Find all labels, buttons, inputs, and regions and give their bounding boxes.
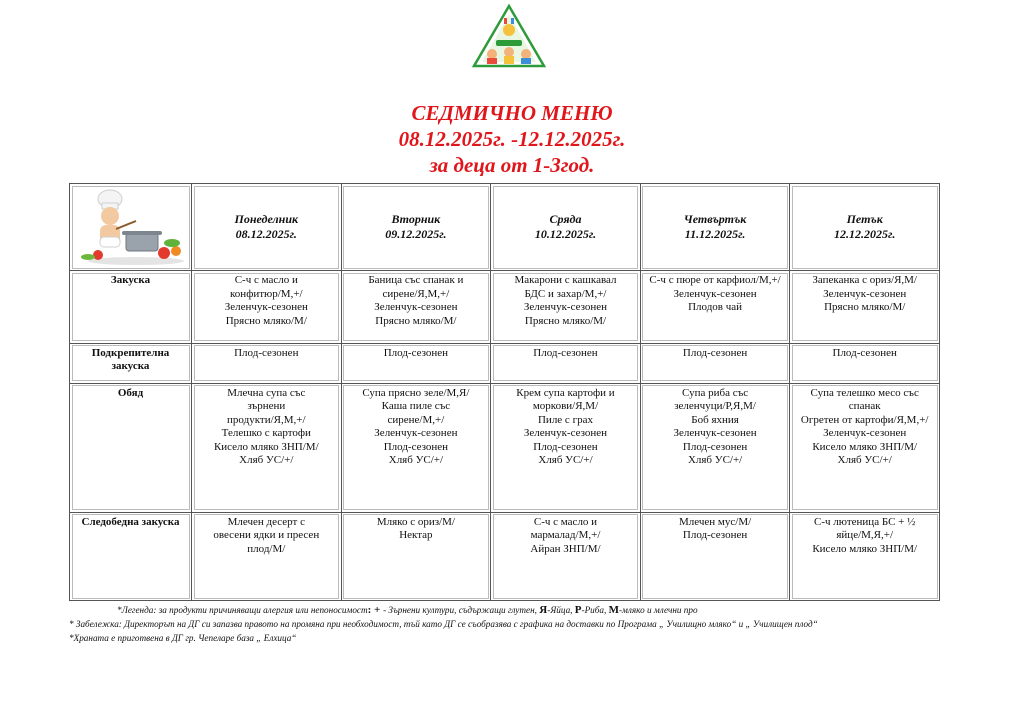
- dish: Плод-сезонен: [682, 529, 748, 542]
- dish: Зеленчук-сезонен: [224, 301, 308, 314]
- dish: мармалад/М,+/: [530, 529, 601, 542]
- legend-ya-text: -Яйца,: [547, 605, 575, 615]
- menu-cell: [640, 271, 790, 343]
- meal-label: Обяд: [70, 383, 192, 512]
- day-header-monday: [192, 184, 342, 271]
- dish: Запеканка с ориз/Я,М/: [812, 274, 917, 287]
- dish: Зеленчук-сезонен: [374, 427, 458, 440]
- day-date: 10.12.2025г.: [534, 227, 597, 242]
- meal-label: Следобедна закуска: [70, 512, 192, 600]
- dish: Хляб УС/+/: [837, 454, 892, 467]
- dish: Плод-сезонен: [234, 346, 299, 359]
- dish: Кисело мляко ЗНП/М/: [812, 440, 918, 453]
- dish: Баница със спанак и: [368, 274, 464, 287]
- dish: Кисело мляко ЗНП/М/: [812, 542, 918, 555]
- dish: Хляб УС/+/: [388, 454, 444, 467]
- dish: Макарони с кашкавал: [514, 274, 617, 287]
- legend-r: Р: [574, 604, 582, 616]
- meal-row-lunch: [70, 383, 940, 512]
- dish: Мляко с ориз/М/: [376, 515, 455, 528]
- meal-label: Закуска: [70, 271, 192, 343]
- dish: С-ч с масло и: [234, 274, 298, 287]
- dish: С-ч с масло и: [533, 515, 598, 528]
- day-name: Вторник: [391, 212, 441, 227]
- menu-cell: [790, 271, 940, 343]
- dish: плод/М/: [247, 542, 286, 555]
- dish: Плод-сезонен: [682, 440, 748, 453]
- dish: Плод-сезонен: [832, 346, 897, 359]
- meal-row-afternoon-snack: [70, 512, 940, 600]
- dish: Млечен мус/М/: [678, 515, 752, 528]
- day-name: Четвъртък: [683, 212, 747, 227]
- menu-cell: [341, 512, 491, 600]
- dish: Зеленчук-сезонен: [823, 427, 907, 440]
- day-name: Петък: [846, 212, 883, 227]
- menu-cell: [341, 383, 491, 512]
- dish: Прясно мляко/М/: [375, 314, 457, 327]
- dish: Хляб УС/+/: [687, 454, 743, 467]
- title-line-2: 08.12.2025г. -12.12.2025г.: [398, 127, 626, 151]
- dish: сирене/Я,М,+/: [382, 287, 450, 300]
- dish: Зеленчук-сезонен: [673, 427, 757, 440]
- title-line-1: СЕДМИЧНО МЕНЮ: [411, 101, 613, 125]
- day-header-tuesday: [341, 184, 491, 271]
- dish: моркови/Я,М/: [532, 400, 599, 413]
- day-date: 09.12.2025г.: [385, 227, 447, 242]
- dish: Супа риба със: [682, 386, 749, 399]
- allergen-legend: [69, 603, 1019, 617]
- menu-cell: [640, 343, 790, 383]
- dish: Зеленчук-сезонен: [523, 427, 608, 440]
- menu-cell: [192, 343, 342, 383]
- dish: спанак: [848, 400, 881, 413]
- dish: яйце/М,Я,+/: [836, 529, 894, 542]
- dish: Зеленчук-сезонен: [374, 301, 458, 314]
- dish: Зеленчук-сезонен: [823, 287, 907, 300]
- dish: Прясно мляко/М/: [225, 314, 307, 327]
- menu-cell: [640, 383, 790, 512]
- table-header-row: [70, 184, 940, 271]
- dish: сирене/М,+/: [387, 413, 445, 426]
- dish: Кисело мляко ЗНП/М/: [213, 440, 319, 453]
- day-name: Сряда: [549, 212, 582, 227]
- dish: Супа прясно зеле/М,Я/: [362, 386, 470, 399]
- footer-notes: [69, 603, 1019, 645]
- day-header-friday: [790, 184, 940, 271]
- legend-r-text: -Риба,: [581, 605, 609, 615]
- legend-plus: : +: [367, 604, 384, 616]
- menu-cell: [491, 343, 641, 383]
- legend-plus-text: - Зърнени култури, съдържащи глутен,: [383, 605, 540, 615]
- legend-m-text: -мляко и млечни про: [618, 605, 698, 615]
- dish: Супа телешко месо със: [810, 386, 919, 399]
- day-header-thursday: [640, 184, 790, 271]
- weekly-menu-table: [69, 183, 940, 601]
- legend-ya: Я: [539, 604, 548, 616]
- menu-cell: [790, 343, 940, 383]
- menu-cell: [790, 383, 940, 512]
- menu-title: [0, 100, 1024, 178]
- dish: Хляб УС/+/: [239, 454, 294, 467]
- dish: зърнени: [247, 400, 286, 413]
- dish: С-ч с пюре от карфиол/М,+/: [649, 274, 781, 287]
- menu-cell: [192, 512, 342, 600]
- menu-cell: [192, 383, 342, 512]
- menu-cell: [640, 512, 790, 600]
- day-date: 08.12.2025г.: [235, 227, 297, 242]
- menu-cell: [341, 343, 491, 383]
- dish: Плодов чай: [688, 301, 743, 314]
- dish: БДС и захар/М,+/: [524, 287, 607, 300]
- dish: Пиле с грах: [537, 413, 593, 426]
- day-date: 11.12.2025г.: [684, 227, 746, 242]
- chef-baby-illustration-cell: [70, 184, 192, 271]
- dish: Нектар: [399, 529, 433, 542]
- dish: Айран ЗНП/М/: [530, 542, 601, 555]
- dish: зеленчуци/Р,Я,М/: [674, 400, 756, 413]
- dish: Млечен десерт с: [227, 515, 305, 528]
- dish: Млечна супа със: [227, 386, 306, 399]
- meal-row-breakfast: [70, 271, 940, 343]
- dish: Зеленчук-сезонен: [523, 301, 608, 314]
- dish: Плод-сезонен: [682, 346, 748, 359]
- director-note: * Забележка: Директорът на ДГ си запазва правото на промяна при необходимост, тъй като ДГ се съобразява с графика на доставки по Програма „ Училищно мляко“ и „ Училищен плод“: [69, 619, 818, 629]
- legend-prefix: *Легенда: за продукти причиняващи алергия или непоносимост: [117, 605, 368, 615]
- meal-row-snack: [70, 343, 940, 383]
- menu-cell: [491, 383, 641, 512]
- dish: Плод-сезонен: [533, 346, 598, 359]
- menu-cell: [341, 271, 491, 343]
- dish: С-ч лютеница БС + ½: [814, 515, 916, 528]
- title-line-3: за деца от 1-3год.: [429, 153, 595, 177]
- day-header-wednesday: [491, 184, 641, 271]
- chef-baby-illustration: [76, 185, 186, 265]
- dish: Огретен от картофи/Я,М,+/: [800, 413, 929, 426]
- dish: Прясно мляко/М/: [824, 301, 906, 314]
- day-name: Понеделник: [234, 212, 299, 227]
- kindergarten-logo: [470, 4, 548, 70]
- dish: Хляб УС/+/: [538, 454, 593, 467]
- meal-label: Подкрепителна закуска: [70, 343, 192, 383]
- menu-cell: [192, 271, 342, 343]
- dish: Телешко с картофи: [221, 427, 311, 440]
- day-date: 12.12.2025г.: [834, 227, 896, 242]
- dish: Плод-сезонен: [533, 440, 598, 453]
- dish: Зеленчук-сезонен: [673, 287, 757, 300]
- menu-cell: [790, 512, 940, 600]
- dish: Плод-сезонен: [383, 346, 449, 359]
- dish: Крем супа картофи и: [516, 386, 615, 399]
- dish: овесени ядки и пресен: [213, 529, 320, 542]
- kitchen-note: *Храната е приготвена в ДГ гр. Чепеларе база „ Елхица“: [69, 633, 297, 643]
- dish: конфитюр/М,+/: [230, 287, 303, 300]
- menu-cell: [491, 512, 641, 600]
- menu-cell: [491, 271, 641, 343]
- dish: Каша пиле със: [381, 400, 451, 413]
- dish: Плод-сезонен: [383, 440, 449, 453]
- legend-m: М: [608, 604, 619, 616]
- dish: Боб яхния: [691, 413, 739, 426]
- dish: Прясно мляко/М/: [524, 314, 607, 327]
- dish: продукти/Я,М,+/: [227, 413, 306, 426]
